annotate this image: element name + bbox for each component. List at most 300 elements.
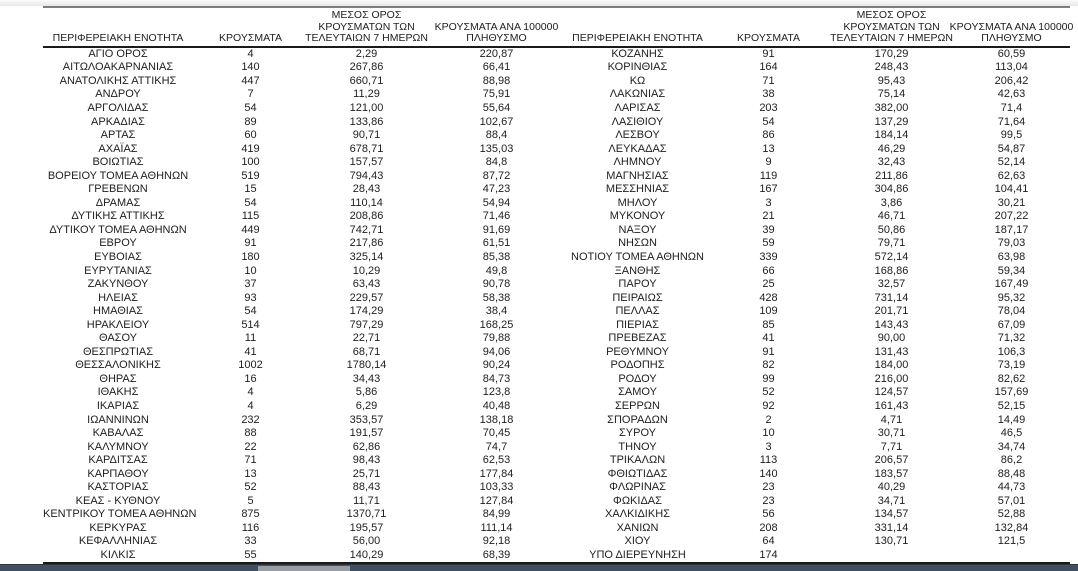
per100k-cell-left: 74,7 (485, 440, 508, 453)
per100k-cell-left: 85,38 (482, 250, 511, 263)
region-cell-left: ΚΕΦΑΛΛΗΝΙΑΣ (78, 535, 158, 548)
region-cell-left: ΑΡΤΑΣ (100, 129, 136, 142)
avg7-cell-left: 208,86 (349, 210, 384, 223)
avg7-cell-right: 248,43 (874, 61, 909, 74)
avg7-cell-right: 206,57 (874, 454, 909, 467)
cases-cell-right: 3 (765, 440, 772, 453)
cases-cell-right: 54 (762, 115, 775, 128)
horizontal-scrollbar[interactable] (0, 564, 1078, 571)
cases-cell-right: 109 (759, 305, 778, 318)
cases-cell-right: 85 (762, 318, 775, 331)
region-cell-left: ΕΥΡΥΤΑΝΙΑΣ (84, 264, 152, 277)
cases-cell-right: 91 (762, 345, 775, 358)
per100k-cell-left: 90,78 (482, 278, 511, 291)
avg7-cell-left: 157,57 (349, 156, 384, 169)
region-cell-right: ΠΙΕΡΙΑΣ (616, 318, 659, 331)
avg7-cell-right: 170,29 (874, 47, 909, 60)
region-cell-right: ΥΠΟ ΔΙΕΡΕΥΝΗΣΗ (589, 549, 686, 561)
region-cell-left: ΚΑΡΔΙΤΣΑΣ (88, 454, 148, 467)
cases-cell-right: 167 (759, 183, 778, 196)
cases-cell-left: 232 (241, 413, 260, 426)
table-row (43, 75, 1070, 89)
avg7-cell-left: 353,57 (349, 413, 384, 426)
avg7-cell-left: 174,29 (349, 305, 384, 318)
per100k-header-right: ΚΡΟΥΣΜΑΤΑ ΑΝΑ 100000 ΠΛΗΘΥΣΜΟ (949, 20, 1074, 44)
per100k-cell-right: 59,34 (997, 264, 1026, 277)
table-row (43, 48, 1070, 62)
avg7-cell-left: 68,71 (352, 345, 381, 358)
per100k-cell-right: 54,87 (997, 142, 1026, 155)
avg7-cell-left: 110,14 (350, 196, 383, 209)
table-row (43, 386, 1070, 400)
cases-cell-left: 22 (244, 440, 257, 453)
cases-cell-left: 89 (244, 115, 257, 128)
region-cell-left: ΗΡΑΚΛΕΙΟΥ (86, 318, 150, 331)
region-cell-left: ΑΙΤΩΛΟΑΚΑΡΝΑΝΙΑΣ (62, 61, 174, 74)
avg7-cell-right: 32,57 (877, 278, 906, 291)
avg7-cell-right: 46,29 (877, 142, 906, 155)
region-cell-right: ΡΟΔΟΥ (618, 372, 657, 385)
cases-cell-left: 4 (247, 399, 254, 412)
region-cell-left: ΚΑΣΤΟΡΙΑΣ (87, 481, 149, 494)
per100k-cell-right: 30,21 (997, 196, 1026, 209)
per100k-cell-right: 206,42 (994, 74, 1029, 87)
per100k-cell-left: 68,39 (482, 549, 511, 561)
cases-cell-left: 60 (244, 129, 257, 142)
cases-cell-right: 140 (759, 467, 778, 480)
avg7-cell-right: 143,43 (874, 318, 909, 331)
cases-cell-right: 59 (762, 237, 775, 250)
per100k-cell-left: 47,23 (482, 183, 511, 196)
cases-cell-left: 16 (244, 372, 257, 385)
cases-cell-left: 93 (244, 291, 257, 304)
avg7-cell-right: 30,71 (877, 427, 906, 440)
table-row (43, 197, 1070, 211)
table-row (43, 454, 1070, 468)
per100k-cell-right: 52,88 (997, 508, 1026, 521)
per100k-cell-right: 121,5 (997, 535, 1026, 548)
per100k-cell-left: 84,73 (482, 372, 511, 385)
avg7-cell-right: 131,43 (874, 345, 909, 358)
avg7-cell-left: 797,29 (349, 318, 384, 331)
per100k-cell-left: 38,4 (485, 305, 508, 318)
region-cell-left: ΗΜΑΘΙΑΣ (93, 305, 143, 318)
per100k-cell-left: 55,64 (482, 101, 511, 114)
avg7-cell-right: 168,86 (874, 264, 909, 277)
cases-cell-left: 55 (244, 549, 257, 561)
table-row (43, 142, 1070, 156)
cases-cell-right: 64 (762, 535, 775, 548)
avg7-cell-right: 50,86 (877, 223, 906, 236)
region-cell-left: ΘΕΣΠΡΩΤΙΑΣ (82, 345, 154, 358)
avg7-cell-right: 331,14 (874, 521, 909, 534)
avg7-cell-left: 90,71 (352, 129, 381, 142)
cases-cell-right: 21 (762, 210, 775, 223)
avg7-cell-left: 267,86 (349, 61, 384, 74)
table-row (43, 305, 1070, 319)
per100k-cell-left: 58,38 (482, 291, 511, 304)
region-header-right: ΠΕΡΙΦΕΡΕΙΑΚΗ ΕΝΟΤΗΤΑ (572, 32, 703, 44)
per100k-cell-left: 75,91 (482, 88, 511, 101)
cases-cell-left: 37 (244, 278, 257, 291)
table-row (43, 88, 1070, 102)
avg7-cell-right: 161,43 (874, 399, 909, 412)
region-cell-right: ΛΑΚΩΝΙΑΣ (609, 88, 666, 101)
per100k-cell-right: 67,09 (997, 318, 1026, 331)
cases-cell-right: 25 (762, 278, 775, 291)
region-cell-right: ΠΡΕΒΕΖΑΣ (608, 332, 667, 345)
cases-cell-right: 9 (765, 156, 772, 169)
cases-cell-left: 875 (241, 508, 260, 521)
cases-cell-right: 92 (762, 399, 775, 412)
per100k-cell-right: 44,73 (997, 481, 1026, 494)
cases-cell-right: 99 (762, 372, 775, 385)
table-row (43, 359, 1070, 373)
region-cell-left: ΘΑΣΟΥ (98, 332, 138, 345)
avg7-cell-right: 3,86 (880, 196, 903, 209)
avg7-cell-left: 191,57 (349, 427, 384, 440)
per100k-cell-right: 63,98 (997, 250, 1026, 263)
region-cell-right: ΜΑΓΝΗΣΙΑΣ (606, 169, 669, 182)
avg7-cell-left: 229,57 (349, 291, 384, 304)
cases-cell-left: 10 (244, 264, 257, 277)
cases-cell-right: 339 (759, 250, 778, 263)
table-row (43, 332, 1070, 346)
cases-cell-left: 449 (241, 223, 260, 236)
cases-cell-right: 41 (762, 332, 775, 345)
cases-cell-right: 23 (762, 481, 775, 494)
region-cell-right: ΛΑΡΙΣΑΣ (614, 101, 661, 114)
per100k-cell-right: 34,74 (997, 440, 1026, 453)
per100k-cell-left: 88,4 (485, 129, 508, 142)
per100k-cell-left: 102,67 (479, 115, 514, 128)
per100k-cell-right: 71,32 (997, 332, 1026, 345)
avg7-cell-left: 195,57 (349, 521, 384, 534)
avg7-cell-right: 211,86 (875, 169, 908, 182)
cases-cell-left: 54 (244, 305, 257, 318)
per100k-cell-left: 90,24 (482, 359, 511, 372)
per100k-cell-right: 207,22 (994, 210, 1029, 223)
region-cell-right: ΤΗΝΟΥ (618, 440, 657, 453)
per100k-cell-right: 99,5 (1000, 129, 1023, 142)
region-cell-left: ΗΛΕΙΑΣ (98, 291, 138, 304)
avg7-cell-left: 11,71 (353, 494, 380, 507)
avg7-cell-right: 183,57 (874, 467, 909, 480)
avg7-cell-left: 1780,14 (346, 359, 387, 372)
region-cell-left: ΑΝΔΡΟΥ (95, 88, 141, 101)
per100k-cell-right: 57,01 (997, 494, 1026, 507)
per100k-cell-right: 46,5 (1000, 427, 1023, 440)
avg7-cell-left: 88,43 (352, 481, 381, 494)
cases-cell-left: 447 (241, 74, 260, 87)
cases-cell-left: 88 (244, 427, 257, 440)
table-row (43, 115, 1070, 129)
table-body (43, 48, 1070, 565)
per100k-cell-left: 84,8 (485, 156, 508, 169)
table-row (43, 61, 1070, 75)
per100k-cell-right: 52,14 (997, 156, 1026, 169)
avg7-header-left: ΜΕΣΟΣ ΟΡΟΣ ΚΡΟΥΣΜΑΤΩΝ ΤΩΝ ΤΕΛΕΥΤΑΙΩΝ 7 ΗΜΕΡΩΝ (305, 9, 428, 44)
per100k-cell-right: 82,62 (997, 372, 1026, 385)
region-cell-left: ΕΒΡΟΥ (99, 237, 137, 250)
region-header-left (43, 10, 193, 45)
region-cell-left: ΑΡΚΑΔΙΑΣ (91, 115, 145, 128)
table-row (43, 508, 1070, 522)
cases-cell-right: 10 (762, 427, 775, 440)
per100k-cell-left: 66,41 (482, 61, 511, 74)
table-row (43, 481, 1070, 495)
cases-cell-left: 41 (244, 345, 257, 358)
cases-cell-right: 203 (759, 101, 778, 114)
region-cell-left: ΖΑΚΥΝΘΟΥ (87, 278, 149, 291)
region-cell-right: ΠΕΛΛΑΣ (615, 305, 660, 318)
region-cell-right: ΠΑΡΟΥ (618, 278, 657, 291)
avg7-cell-left: 62,86 (352, 440, 381, 453)
region-cell-left: ΓΡΕΒΕΝΩΝ (88, 183, 148, 196)
per100k-cell-right: 62,63 (997, 169, 1026, 182)
per100k-cell-left: 40,48 (482, 399, 511, 412)
avg7-cell-right: 731,14 (874, 291, 909, 304)
region-cell-left: ΑΡΓΟΛΙΔΑΣ (87, 101, 149, 114)
region-cell-right: ΚΟΖΑΝΗΣ (611, 47, 664, 60)
region-cell-right: ΣΠΟΡΑΔΩΝ (607, 413, 668, 426)
cases-cell-left: 100 (241, 156, 260, 169)
per100k-cell-right: 167,49 (994, 278, 1029, 291)
cases-header-right: ΚΡΟΥΣΜΑΤΑ (737, 32, 800, 44)
table-row (43, 467, 1070, 481)
avg7-cell-left: 660,71 (349, 74, 384, 87)
region-cell-right: ΦΘΙΩΤΙΔΑΣ (607, 467, 668, 480)
cases-cell-left: 33 (244, 535, 257, 548)
region-cell-right: ΞΑΝΘΗΣ (614, 264, 661, 277)
avg7-cell-left: 11,29 (353, 88, 380, 101)
per100k-cell-left: 49,8 (485, 264, 508, 277)
avg7-cell-right: 201,71 (874, 305, 909, 318)
cases-cell-left: 116 (241, 521, 260, 534)
per100k-cell-left: 138,18 (479, 413, 514, 426)
cases-header-label: ΚΡΟΥΣΜΑΤΑ (219, 32, 282, 44)
cases-cell-right: 86 (762, 129, 775, 142)
avg7-cell-left: 56,00 (352, 535, 381, 548)
region-cell-left: ΚΕΝΤΡΙΚΟΥ ΤΟΜΕΑ ΑΘΗΝΩΝ (43, 508, 197, 521)
per100k-cell-right: 104,41 (994, 183, 1029, 196)
per100k-cell-left: 91,69 (482, 223, 511, 236)
per100k-cell-right: 106,3 (997, 345, 1026, 358)
cases-cell-left: 519 (241, 169, 260, 182)
per100k-cell-right: 60,59 (997, 47, 1026, 60)
avg7-cell-left: 742,71 (349, 223, 384, 236)
region-cell-left: ΔΥΤΙΚΗΣ ΑΤΤΙΚΗΣ (71, 210, 165, 223)
region-cell-right: ΦΛΩΡΙΝΑΣ (609, 481, 666, 494)
region-cell-left: ΚΑΒΑΛΑΣ (92, 427, 144, 440)
table-header (43, 8, 1074, 48)
region-cell-right: ΜΥΚΟΝΟΥ (609, 210, 666, 223)
table-row (43, 400, 1070, 414)
per100k-header-left: ΚΡΟΥΣΜΑΤΑ ΑΝΑ 100000 ΠΛΗΘΥΣΜΟ (434, 20, 559, 44)
table-row (43, 251, 1070, 265)
region-cell-right: ΜΗΛΟΥ (617, 196, 658, 209)
avg7-cell-left: 1370,71 (346, 508, 387, 521)
per100k-cell-right: 157,69 (994, 386, 1029, 399)
per100k-cell-right: 88,48 (997, 467, 1026, 480)
cases-cell-right: 38 (762, 88, 775, 101)
table-row (43, 264, 1070, 278)
avg7-cell-left: 10,29 (352, 264, 381, 277)
per100k-cell-right: 73,19 (997, 359, 1026, 372)
avg7-cell-left: 98,43 (352, 454, 381, 467)
region-cell-right: ΤΡΙΚΑΛΩΝ (609, 454, 666, 467)
avg7-cell-right: 7,71 (880, 440, 903, 453)
cases-cell-left: 7 (247, 88, 254, 101)
avg7-cell-left: 22,71 (352, 332, 381, 345)
avg7-cell-right: 382,00 (874, 101, 909, 114)
avg7-cell-right: 32,43 (877, 156, 906, 169)
region-cell-right: ΣΕΡΡΩΝ (615, 399, 660, 412)
cases-cell-right: 56 (762, 508, 775, 521)
table-row (43, 373, 1070, 387)
cases-cell-right: 13 (762, 142, 775, 155)
cases-cell-right: 71 (762, 74, 775, 87)
region-cell-left: ΑΓΙΟ ΟΡΟΣ (88, 47, 148, 60)
cases-cell-left: 52 (244, 481, 257, 494)
cases-cell-left: 11 (244, 332, 257, 345)
region-cell-left: ΙΚΑΡΙΑΣ (96, 399, 140, 412)
region-cell-right: ΠΕΙΡΑΙΩΣ (612, 291, 663, 304)
cases-cell-right: 119 (759, 169, 778, 182)
region-cell-right: ΡΕΘΥΜΝΟΥ (606, 345, 669, 358)
table-row (43, 427, 1070, 441)
region-cell-left: ΒΟΙΩΤΙΑΣ (92, 156, 144, 169)
per100k-cell-left: 94,06 (482, 345, 511, 358)
table-row (43, 440, 1070, 454)
per100k-cell-right: 95,32 (997, 291, 1026, 304)
per100k-cell-left: 71,46 (482, 210, 511, 223)
avg7-cell-left: 121,00 (349, 101, 384, 114)
table-row (43, 413, 1070, 427)
avg7-cell-right: 34,71 (877, 494, 906, 507)
avg7-cell-left: 794,43 (349, 169, 384, 182)
per100k-cell-left: 92,18 (482, 535, 511, 548)
avg7-cell-right: 4,71 (880, 413, 903, 426)
avg7-cell-right: 216,00 (874, 372, 909, 385)
per100k-cell-left: 88,98 (482, 74, 511, 87)
avg7-cell-left: 25,71 (352, 467, 381, 480)
cases-cell-right: 66 (762, 264, 775, 277)
avg7-cell-right: 572,14 (874, 250, 909, 263)
avg7-cell-right: 79,71 (877, 237, 906, 250)
per100k-cell-left: 123,8 (482, 386, 511, 399)
region-cell-right: ΧΙΟΥ (624, 535, 651, 548)
cases-cell-right: 23 (762, 494, 775, 507)
cases-cell-left: 5 (247, 494, 254, 507)
avg7-cell-left: 28,43 (352, 183, 381, 196)
per100k-cell-left: 177,84 (479, 467, 514, 480)
region-cell-left: ΚΙΛΚΙΣ (100, 549, 136, 561)
cases-cell-left: 419 (241, 142, 260, 155)
table-row (43, 291, 1070, 305)
cases-cell-right: 208 (759, 521, 778, 534)
region-cell-right: ΛΕΥΚΑΔΑΣ (608, 142, 667, 155)
covid-regional-table (43, 6, 1074, 564)
cases-cell-left: 13 (244, 467, 257, 480)
cases-cell-left: 4 (247, 386, 254, 399)
avg7-cell-left: 6,29 (355, 399, 378, 412)
cases-cell-right: 91 (762, 47, 775, 60)
cases-cell-left: 140 (241, 61, 260, 74)
region-cell-right: ΣΥΡΟΥ (618, 427, 656, 440)
region-cell-right: ΛΕΣΒΟΥ (615, 129, 660, 142)
per100k-cell-left: 70,45 (482, 427, 511, 440)
per100k-cell-left: 62,53 (482, 454, 511, 467)
avg7-cell-left: 2,29 (355, 47, 378, 60)
region-cell-right: ΜΕΣΣΗΝΙΑΣ (605, 183, 670, 196)
per100k-cell-right: 78,04 (997, 305, 1026, 318)
per100k-cell-right: 187,17 (994, 223, 1029, 236)
table-row (43, 549, 1070, 563)
cases-cell-left: 115 (241, 210, 260, 223)
per100k-cell-left: 79,88 (482, 332, 511, 345)
cases-cell-left: 1002 (238, 359, 263, 372)
per100k-cell-left: 168,25 (479, 318, 514, 331)
region-cell-right: ΦΩΚΙΔΑΣ (613, 494, 662, 507)
table-row (43, 495, 1070, 509)
scrollbar-thumb[interactable] (258, 566, 350, 571)
cases-cell-right: 2 (765, 413, 772, 426)
avg7-cell-right: 124,57 (874, 386, 909, 399)
region-header-label: ΠΕΡΙΦΕΡΕΙΑΚΗ ΕΝΟΤΗΤΑ (52, 32, 184, 44)
region-cell-right: ΝΟΤΙΟΥ ΤΟΜΕΑ ΑΘΗΝΩΝ (571, 250, 704, 263)
per100k-cell-left: 61,51 (482, 237, 511, 250)
avg7-cell-left: 34,43 (352, 372, 381, 385)
region-cell-right: ΚΩ (629, 74, 646, 87)
table-row (43, 102, 1070, 116)
per100k-cell-right: 52,15 (997, 399, 1026, 412)
avg7-cell-right: 46,71 (877, 210, 906, 223)
table-row (43, 156, 1070, 170)
region-cell-left: ΚΕΡΚΥΡΑΣ (89, 521, 147, 534)
per100k-cell-right: 79,03 (997, 237, 1026, 250)
per100k-cell-right: 132,84 (994, 521, 1029, 534)
per100k-cell-right: 42,63 (997, 88, 1026, 101)
avg7-cell-right: 40,29 (877, 481, 906, 494)
avg7-cell-left: 133,86 (349, 115, 384, 128)
table-row (43, 224, 1070, 238)
region-cell-right: ΚΟΡΙΝΘΙΑΣ (607, 61, 668, 74)
avg7-cell-right: 90,00 (877, 332, 906, 345)
region-cell-left: ΚΕΑΣ - ΚΥΘΝΟΥ (75, 494, 161, 507)
cases-cell-left: 71 (244, 454, 257, 467)
per100k-cell-left: 220,87 (479, 47, 514, 60)
cases-cell-left: 91 (244, 237, 257, 250)
avg7-cell-right: 184,00 (874, 359, 909, 372)
region-cell-left: ΑΝΑΤΟΛΙΚΗΣ ΑΤΤΙΚΗΣ (59, 74, 177, 87)
region-cell-right: ΧΑΝΙΩΝ (616, 521, 659, 534)
cases-cell-left: 15 (244, 183, 257, 196)
table-row (43, 237, 1070, 251)
cases-cell-right: 3 (765, 196, 772, 209)
cases-cell-right: 82 (762, 359, 775, 372)
region-cell-right: ΝΗΣΩΝ (618, 237, 657, 250)
cases-cell-left: 54 (244, 196, 257, 209)
avg7-cell-right: 95,43 (877, 74, 906, 87)
table-row (43, 318, 1070, 332)
avg7-cell-right: 134,57 (874, 508, 909, 521)
table-row (43, 278, 1070, 292)
avg7-cell-left: 217,86 (349, 237, 384, 250)
region-cell-left: ΑΧΑΪΑΣ (98, 142, 138, 155)
region-cell-left: ΔΥΤΙΚΟΥ ΤΟΜΕΑ ΑΘΗΝΩΝ (49, 223, 187, 236)
avg7-cell-left: 5,86 (355, 386, 378, 399)
